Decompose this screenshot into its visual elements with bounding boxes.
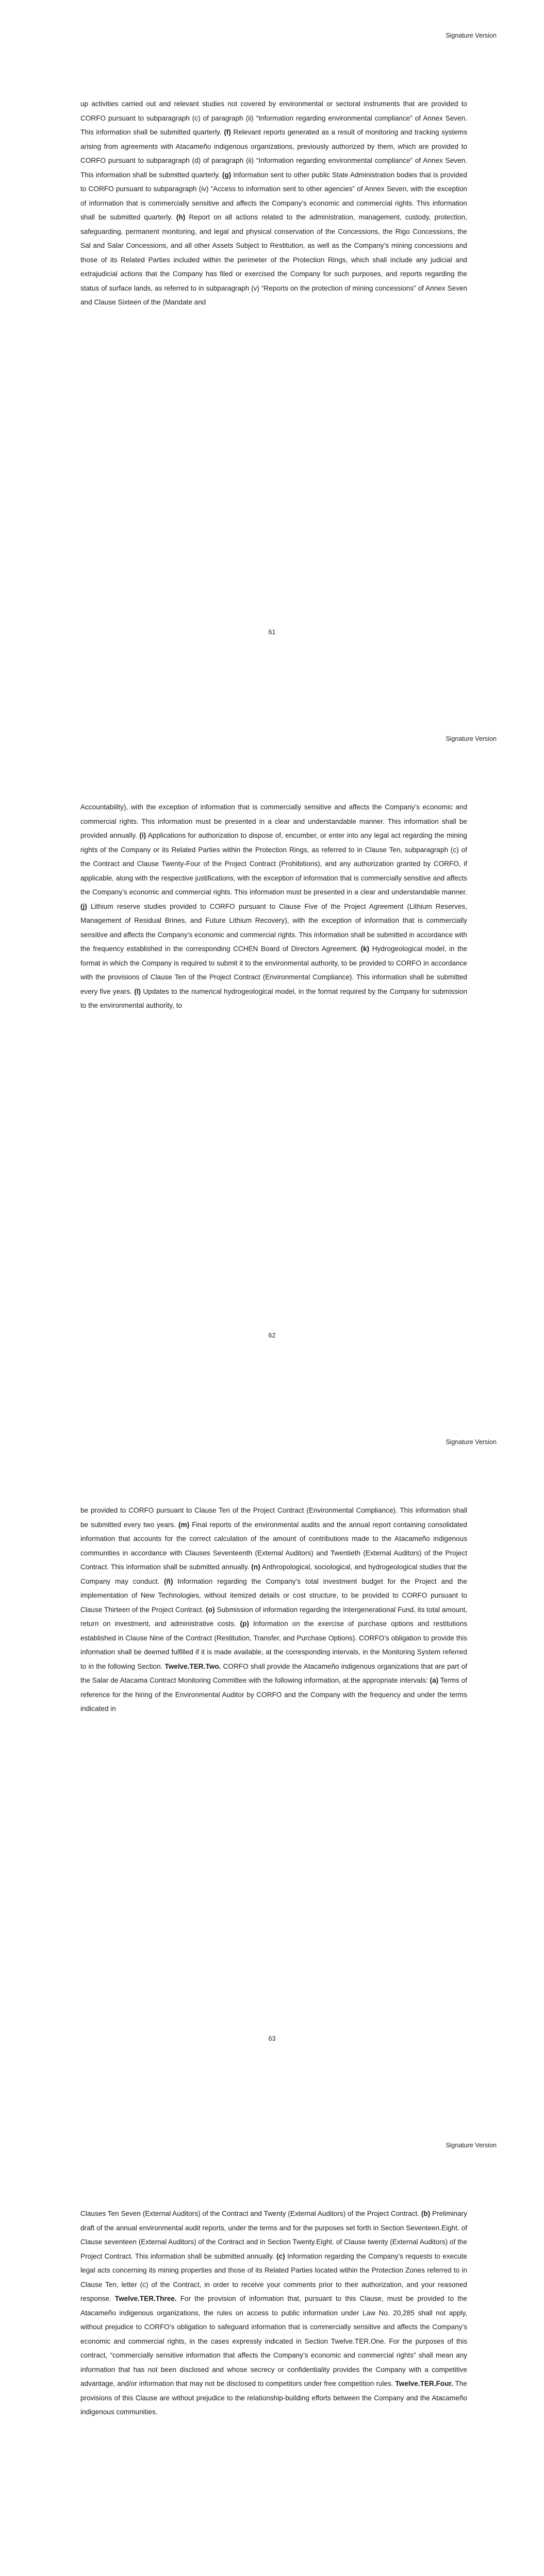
text-run: Terms of reference for the hiring of the Environmental Auditor by CORFO and the Company with the frequency and under the terms indicated in — [80, 1676, 467, 1713]
clause-marker: (a) — [430, 1676, 439, 1684]
text-run: Final reports of the environmental audits and the annual report containing consolidated information that accounts for the correct calculation of the amount of contributions made to the Atacameño indigenous communities in accordance with Clauses Seventeenth (External Auditors) and Twentieth (External Auditors) of the Project Contract. This information shall be submitted annually. — [80, 1520, 467, 1571]
page-body — [80, 800, 467, 1013]
text-run: For the provision of information that, pursuant to this Clause, must be provided to the Atacameño indigenous organizations, the rules on access to public information under Law No. 20,285 shall not apply, without prejudice to CORFO’s obligation to safeguard information that is commercially sensitive and affects the Company’s economic and commercial rights, in the cases expressly indicated in Section Twelve.TER.One. For the purposes of this contract, “commercially sensitive information that affects the Company’s economic and commercial rights” shall mean any information that has not been disclosed and whose secrecy or confidentiality provides the Company with a competitive advantage, and/or information that may not be disclosed to competitors under free competition rules. — [80, 2295, 467, 2387]
page-61 — [0, 0, 544, 703]
page-header: Signature Version — [446, 735, 497, 742]
clause-marker: (m) — [178, 1520, 190, 1529]
clause-marker: Twelve.TER.Three. — [114, 2295, 177, 2302]
page-63 — [0, 1406, 544, 2110]
text-run: Information regarding the Company’s requests to execute legal acts concerning its mining properties and those of its Related Parties located within the Protection Zones referred to in Clause Ten, letter (c) of the Contract, in order to receive your comments prior to their authorization, and your reasoned response. — [80, 2252, 467, 2302]
page-64 — [0, 2110, 544, 2576]
page-body — [80, 97, 467, 310]
body-paragraph — [80, 800, 467, 1013]
text-run: be provided to CORFO pursuant to Clause Ten of the Project Contract (Environmental Compliance). This information shall be submitted every two years. — [80, 1506, 467, 1529]
text-run: Information sent to other public State Administration bodies that is provided to CORFO pursuant to subparagraph (iv) “Access to information sent to other agencies” of Annex Seven, with the exception of information that is commercially sensitive and affects the Company’s economic and commercial rights. This information shall be submitted quarterly. — [80, 171, 467, 221]
page-number: 61 — [268, 629, 276, 636]
page-number: 63 — [268, 2035, 276, 2042]
body-paragraph — [80, 2207, 467, 2419]
text-run: Hydrogeological model, in the format in which the Company is required to submit it to the environmental authority, to be provided to CORFO in accordance with the provisions of Clause Ten of the Project Contract (Environmental Compliance). This information shall be submitted every five years. — [80, 945, 467, 995]
page-62 — [0, 703, 544, 1406]
text-run: CORFO shall provide the Atacameño indigenous organizations that are part of the Salar de Atacama Contract Monitoring Committee with the following information, at the appropriate intervals: — [80, 1662, 467, 1684]
page-number: 62 — [268, 1332, 276, 1339]
clause-marker: (j) — [80, 902, 87, 910]
text-run: Preliminary draft of the annual environmental audit reports, under the terms and for the purposes set forth in Section Seventeen.Eight. of Clause seventeen (External Auditors) of the Contract and in Section Twenty.Eight. of Clause twenty (External Auditors) of the Project Contract. This information shall be submitted annually. — [80, 2210, 467, 2260]
body-paragraph — [80, 1503, 467, 1716]
text-run: Anthropological, sociological, and hydrogeological studies that the Company may conduct. — [80, 1563, 467, 1585]
clause-marker: (l) — [134, 987, 141, 995]
page-header: Signature Version — [446, 32, 497, 39]
text-run: Information regarding the Company’s total investment budget for the Project and the implementation of New Technologies, without itemized details or cost structure, to be provided to CORFO pursuant to Clause Thirteen of the Project Contract. — [80, 1577, 467, 1614]
clause-marker: (k) — [360, 945, 370, 953]
clause-marker: (b) — [421, 2210, 431, 2217]
clause-marker: (n) — [251, 1563, 260, 1571]
page-header: Signature Version — [446, 2142, 497, 2149]
clause-marker: Twelve.TER.Two. — [164, 1662, 221, 1670]
page-body — [80, 2207, 467, 2419]
body-paragraph — [80, 97, 467, 310]
clause-marker: (o) — [206, 1605, 215, 1614]
text-run: up activities carried out and relevant studies not covered by environmental or sectoral instruments that are provided to CORFO pursuant to subparagraph (c) of paragraph (ii) “Information regarding environmental compliance” of Annex Seven. This information shall be submitted quarterly. — [80, 100, 467, 136]
text-run: Updates to the numerical hydrogeological model, in the format required by the Company for submission to the environmental authority, to — [80, 987, 468, 1009]
clause-marker: (h) — [176, 213, 186, 221]
text-run: Submission of information regarding the Intergenerational Fund, its total amount, return on investment, and administrative costs. — [80, 1605, 468, 1628]
text-run: The provisions of this Clause are without prejudice to the relationship-building efforts between the Company and the Atacameño indigenous communities. — [80, 2380, 467, 2416]
clause-marker: (g) — [222, 171, 232, 179]
text-run: Report on all actions related to the administration, management, custody, protection, safeguarding, permanent monitoring, and legal and physical conservation of the Concessions, the Rigo Concessions, the Sal and Salar Concessions, and all other Assets Subject to Restitution, as well as the Company’s mining concessions and those of its Related Parties included within the perimeter of the Protection Rings, which shall include any judicial and extrajudicial actions that the Company has filed or exercised the Company for such purposes, and reports regarding the status of surface lands, as referred to in subparagraph (v) “Reports on the protection of mining concessions” of Annex Seven and Clause Sixteen of the (Mandate and — [80, 213, 467, 306]
text-run: Accountability), with the exception of information that is commercially sensitive and affects the Company’s economic and commercial rights. This information must be presented in a clear and understandable manner. This information shall be provided annually. — [80, 803, 467, 839]
clause-marker: (ñ) — [163, 1577, 173, 1585]
clause-marker: (p) — [240, 1620, 249, 1628]
clause-marker: Twelve.TER.Four. — [395, 2380, 453, 2387]
page-header: Signature Version — [446, 1438, 497, 1446]
text-run: Lithium reserve studies provided to CORFO pursuant to Clause Five of the Project Agreement (Lithium Reserves, Management of Residual Brines, and Future Lithium Recovery), with the exception of information that is commercially sensitive and affects the Company’s economic and commercial rights. This information shall be submitted in accordance with the frequency established in the corresponding CCHEN Board of Directors Agreement. — [80, 902, 467, 953]
text-run: Relevant reports generated as a result of monitoring and tracking systems arising from agreements with Atacameño indigenous organizations, previously authorized by them, which are provided to CORFO pursuant to subparagraph (d) of paragraph (ii) “Information regarding environmental compliance” of Annex Seven. This information shall be submitted quarterly. — [80, 128, 467, 179]
clause-marker: (f) — [224, 128, 231, 136]
page-body — [80, 1503, 467, 1716]
text-run: Information on the exercise of purchase options and restitutions established in Clause Nine of the Contract (Restitution, Transfer, and Purchase Options). CORFO’s obligation to provide this information shall be deemed fulfilled if it is made available, at the corresponding intervals, in the Monitoring System referred to in the following Section. — [80, 1620, 467, 1670]
text-run: Clauses Ten Seven (External Auditors) of the Contract and Twenty (External Auditors) of the Project Contract. — [80, 2210, 421, 2217]
text-run: Applications for authorization to dispose of, encumber, or enter into any legal act regarding the mining rights of the Company or its Related Parties within the Protection Rings, as referred to in Clause Ten, subparagraph (c) of the Contract and Clause Twenty-Four of the Project Contract (Prohibitions), and any authorization granted by CORFO, if applicable, along with the respective justifications, with the exception of information that is commercially sensitive and affects the Company’s economic and commercial rights. This information must be presented in a clear and understandable manner. — [80, 832, 467, 896]
clause-marker: (i) — [139, 832, 146, 839]
clause-marker: (c) — [276, 2252, 285, 2260]
